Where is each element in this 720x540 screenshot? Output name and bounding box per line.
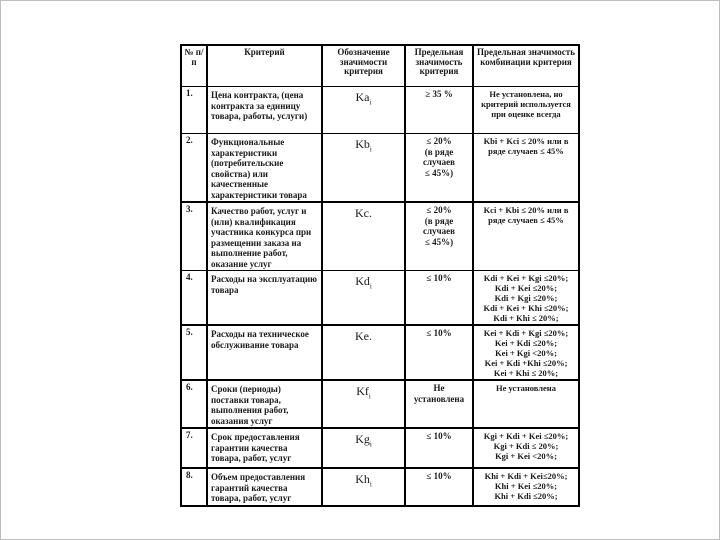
combination-value [473,202,579,271]
combination-line: Kdi + Kgi ≤20%; [494,293,558,303]
combination-line: Khi + Kei ≤20%; [494,481,558,491]
row-number: 6. [181,380,207,428]
table-row [181,428,579,468]
symbol-base: Kb [355,137,370,151]
combination-line: Kdi + Kei + Khi ≤20%; [483,303,569,313]
row-number: 8. [181,468,207,506]
symbol-subscript: i [369,98,372,107]
combination-line: Kgi + Kdi ≤ 20%; [493,441,559,451]
limit-value [405,134,473,203]
combination-value [473,134,579,203]
limit-line: ≤ 20% [426,136,452,146]
combination-line: Kei + Kdi + Kgi ≤20%; [483,328,569,338]
limit-line: ≤ 10% [426,471,452,481]
combination-line: Kdi + Kei + Kgi ≤20%; [483,273,569,283]
header-combination: Предельная значимость комбинации критерия [473,45,579,87]
combination-line: Не установлена, но критерий используется при оценке всегда [481,89,571,119]
row-number: 1. [181,87,207,134]
criterion-symbol [322,380,405,428]
criterion-text: Цена контракта, (цена контракта за единицу товара, работы, услуги) [207,87,322,134]
symbol-base: Ka [355,90,370,104]
combination-line: Khi + Kdi + Kei≤20%; [484,471,568,481]
combination-line: Kgi + Kei <20%; [495,451,557,461]
symbol-base: Kd [355,274,370,288]
header-limit: Предельная значимость критерия [405,45,473,87]
limit-line: (в ряде [424,146,454,157]
symbol-subscript: i [369,145,372,154]
combination-line: Kei + Khi ≤ 20%; [493,368,559,378]
symbol-base: Kc. [355,206,372,220]
header-criterion: Критерий [207,45,322,87]
combination-line: Kgi + Kdi + Kei ≤20%; [483,431,569,441]
limit-value [405,271,473,326]
limit-line: Не установлена [413,383,465,404]
criterion-text: Расходы на техническое обслуживание товара [207,325,322,380]
criterion-symbol [322,202,405,271]
criteria-table-body [181,87,579,506]
limit-value [405,87,473,134]
criterion-text: Функциональные характеристики (потребительские свойства) или качественные характеристики товара [207,134,322,203]
criterion-text: Расходы на эксплуатацию товара [207,271,322,326]
combination-value [473,428,579,468]
table-row [181,87,579,134]
combination-line: Kdi + Kei ≤20%; [494,283,558,293]
criterion-symbol [322,134,405,203]
limit-line: (в ряде [424,215,454,226]
table-header [181,45,579,87]
criteria-table [180,44,580,507]
table-row [181,380,579,428]
criterion-text: Объем предоставления гарантий качества товара, работ, услуг [207,468,322,506]
table-row [181,325,579,380]
limit-value [405,325,473,380]
criterion-text: Качество работ, услуг и (или) квалификация участника конкурса при размещении заказа на выполнение работ, оказание услуг [207,202,322,271]
criterion-symbol [322,468,405,506]
row-number: 3. [181,202,207,271]
combination-value [473,271,579,326]
criterion-symbol [322,428,405,468]
combination-line: Kdi + Khi ≤ 20%; [493,313,559,323]
symbol-subscript: i [368,392,371,401]
symbol-base: Ke. [355,329,372,343]
table-row [181,202,579,271]
symbol-base: Kh [355,472,370,486]
criterion-symbol [322,325,405,380]
header-num: № п/п [181,45,207,87]
symbol-subscript: i [369,282,372,291]
limit-line: ≤ 10% [426,328,452,338]
criterion-symbol [322,271,405,326]
table-row [181,468,579,506]
criteria-table-container [180,44,580,507]
row-number: 2. [181,134,207,203]
combination-value [473,468,579,506]
limit-line: ≤ 45%) [424,167,454,178]
limit-line: ≤ 20% [426,205,452,215]
limit-value [405,380,473,428]
limit-line: ≤ 10% [426,273,452,283]
symbol-subscript: i [369,440,372,449]
table-row [181,271,579,326]
criterion-text: Сроки (периоды) поставки товара, выполнения работ, оказания услуг [207,380,322,428]
combination-value [473,87,579,134]
combination-line: Не установлена [496,383,556,393]
combination-line: Kbi + Kci ≤ 20% или в ряде случаев ≤ 45% [483,136,569,156]
header-symbol: Обозначение значимости критерия [322,45,405,87]
symbol-base: Kf [356,384,369,398]
combination-line: Kei + Kdi +Khi ≤20%; [484,358,568,368]
combination-line: Kei + Kgi <20%; [495,348,557,358]
limit-line: случаев [423,157,455,167]
row-number: 4. [181,271,207,326]
limit-line: ≤ 45%) [424,236,454,247]
criterion-text: Срок предоставления гарантии качества товара, работ, услуг [207,428,322,468]
limit-line: ≥ 35 % [425,89,453,99]
limit-value [405,428,473,468]
limit-value [405,468,473,506]
combination-value [473,380,579,428]
header-row [181,45,579,87]
row-number: 7. [181,428,207,468]
table-row [181,134,579,203]
limit-value [405,202,473,271]
combination-value [473,325,579,380]
symbol-subscript: i [369,480,372,489]
combination-line: Kei + Kdi ≤20%; [494,338,558,348]
symbol-base: Kg [355,432,370,446]
limit-line: ≤ 10% [426,431,452,441]
limit-line: случаев [423,226,455,236]
combination-line: Kci + Kbi ≤ 20% или в ряде случаев ≤ 45% [483,205,569,225]
row-number: 5. [181,325,207,380]
criterion-symbol [322,87,405,134]
combination-line: Khi + Kdi ≤20%; [494,491,558,501]
